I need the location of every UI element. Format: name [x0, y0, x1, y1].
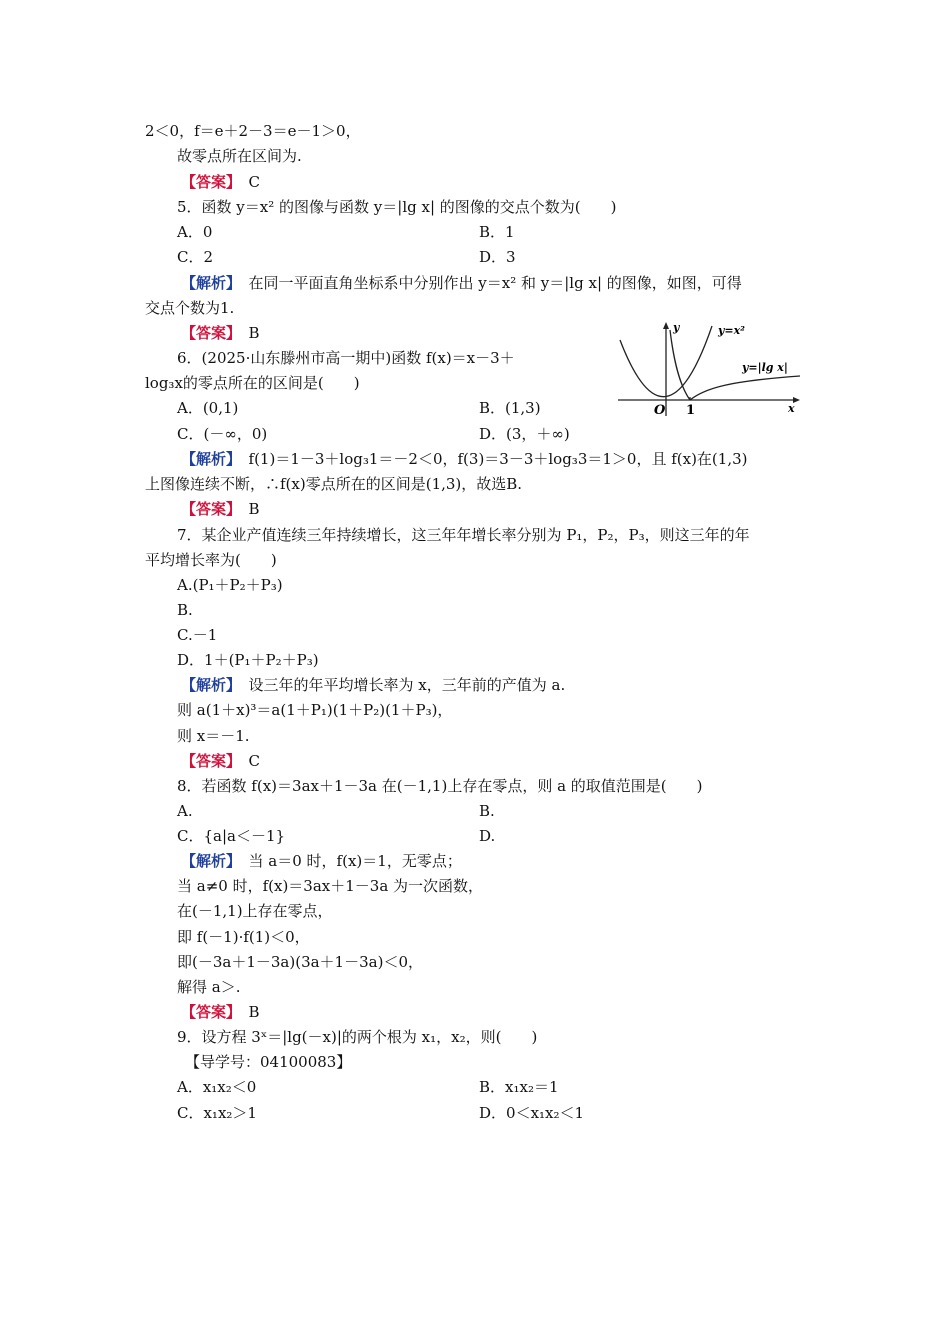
answer-line [181, 1002, 260, 1022]
option-b: B. [479, 802, 495, 820]
question-6: 6．(2025·山东滕州市高一期中)函数 f(x)＝x－3＋ [177, 349, 515, 367]
option-b: B．x₁x₂＝1 [479, 1078, 559, 1096]
question-7: 7．某企业产值连续三年持续增长，这三年年增长率分别为 P₁，P₂，P₃，则这三年的年 [177, 526, 750, 544]
option-a: A．(0,1) [177, 399, 239, 417]
analysis-text: f(1)＝1－3＋log₃1＝－2＜0，f(3)＝3－3＋log₃3＝1＞0，且 f(x)在(1,3) [248, 450, 748, 468]
option-c: C．{a|a＜－1} [177, 827, 286, 845]
option-b: B. [177, 601, 193, 619]
option-d: D．1＋(P₁＋P₂＋P₃) [177, 651, 319, 669]
origin-label: O [654, 403, 666, 418]
analysis-line [181, 273, 742, 293]
option-d: D．0＜x₁x₂＜1 [479, 1104, 585, 1122]
answer-value: B [248, 500, 260, 518]
analysis-tag: 【解析】 [181, 274, 234, 292]
question-8: 8．若函数 f(x)＝3ax＋1－3a 在(－1,1)上存在零点，则 a 的取值范围是( ) [177, 777, 703, 795]
graph-figure [610, 318, 810, 418]
analysis-text: 当 a＝0 时，f(x)＝1，无零点； [248, 852, 462, 870]
analysis-line [181, 851, 462, 871]
answer-tag: 【答案】 [181, 752, 234, 770]
text-line: 即(－3a＋1－3a)(3a＋1－3a)＜0， [177, 953, 423, 971]
text-line: 在(－1,1)上存在零点， [177, 902, 333, 920]
text-line: 则 x＝－1. [177, 727, 250, 745]
option-c: C．x₁x₂＞1 [177, 1104, 257, 1122]
abs-log-curve [670, 330, 690, 400]
answer-tag: 【答案】 [181, 324, 234, 342]
analysis-tag: 【解析】 [181, 676, 234, 694]
analysis-line [181, 449, 748, 469]
option-a: A. [177, 802, 193, 820]
question-5: 5．函数 y＝x² 的图像与函数 y＝|lg x| 的图像的交点个数为( ) [177, 198, 617, 216]
answer-value: C [248, 173, 261, 191]
text-line: 平均增长率为( ) [145, 551, 277, 569]
text-line: 交点个数为1. [145, 299, 235, 317]
analysis-text: 设三年的年平均增长率为 x，三年前的产值为 a. [248, 676, 566, 694]
text-line: 当 a≠0 时，f(x)＝3ax＋1－3a 为一次函数， [177, 877, 484, 895]
option-a: A．x₁x₂＜0 [177, 1078, 257, 1096]
analysis-text: 在同一平面直角坐标系中分别作出 y＝x² 和 y＝|lg x| 的图像，如图，可得 [248, 274, 742, 292]
answer-line [181, 499, 260, 519]
text-line: log₃x的零点所在的区间是( ) [145, 374, 360, 392]
answer-value: B [248, 324, 260, 342]
text-line: 故零点所在区间为. [177, 147, 302, 165]
analysis-tag: 【解析】 [181, 450, 234, 468]
option-c: C．(－∞，0) [177, 425, 268, 443]
option-c: C．2 [177, 248, 214, 266]
analysis-tag: 【解析】 [181, 852, 234, 870]
text-line: 解得 a＞. [177, 978, 241, 996]
option-d: D. [479, 827, 496, 845]
answer-value: C [248, 752, 261, 770]
option-b: B．1 [479, 223, 515, 241]
answer-line [181, 751, 260, 771]
option-a: A.(P₁＋P₂＋P₃) [177, 576, 283, 594]
text-line: 上图像连续不断，∴f(x)零点所在的区间是(1,3)，故选B. [145, 475, 523, 493]
analysis-line [181, 675, 565, 695]
answer-line [181, 323, 260, 343]
text-line: 2＜0，f＝e＋2－3＝e－1＞0， [145, 122, 361, 140]
answer-tag: 【答案】 [181, 1003, 234, 1021]
option-c: C.－1 [177, 626, 218, 644]
abs-log-label: y=|lg x| [742, 361, 788, 374]
parabola-label: y=x² [718, 324, 745, 337]
option-a: A．0 [177, 223, 213, 241]
text-line: 则 a(1＋x)³＝a(1＋P₁)(1＋P₂)(1＋P₃)， [177, 701, 453, 719]
answer-line [181, 172, 260, 192]
question-9: 9．设方程 3ˣ＝|lg(－x)|的两个根为 x₁，x₂，则( ) [177, 1028, 538, 1046]
text-line: 即 f(－1)·f(1)＜0， [177, 928, 310, 946]
answer-tag: 【答案】 [181, 500, 234, 518]
guide-number: 【导学号：04100083】 [185, 1053, 352, 1071]
option-d: D．3 [479, 248, 516, 266]
answer-value: B [248, 1003, 260, 1021]
x-axis-label: x [788, 402, 795, 415]
option-b: B．(1,3) [479, 399, 541, 417]
answer-tag: 【答案】 [181, 173, 234, 191]
y-axis-label: y [673, 321, 680, 334]
tick-one-label: 1 [686, 403, 696, 418]
option-d: D．(3，＋∞) [479, 425, 570, 443]
